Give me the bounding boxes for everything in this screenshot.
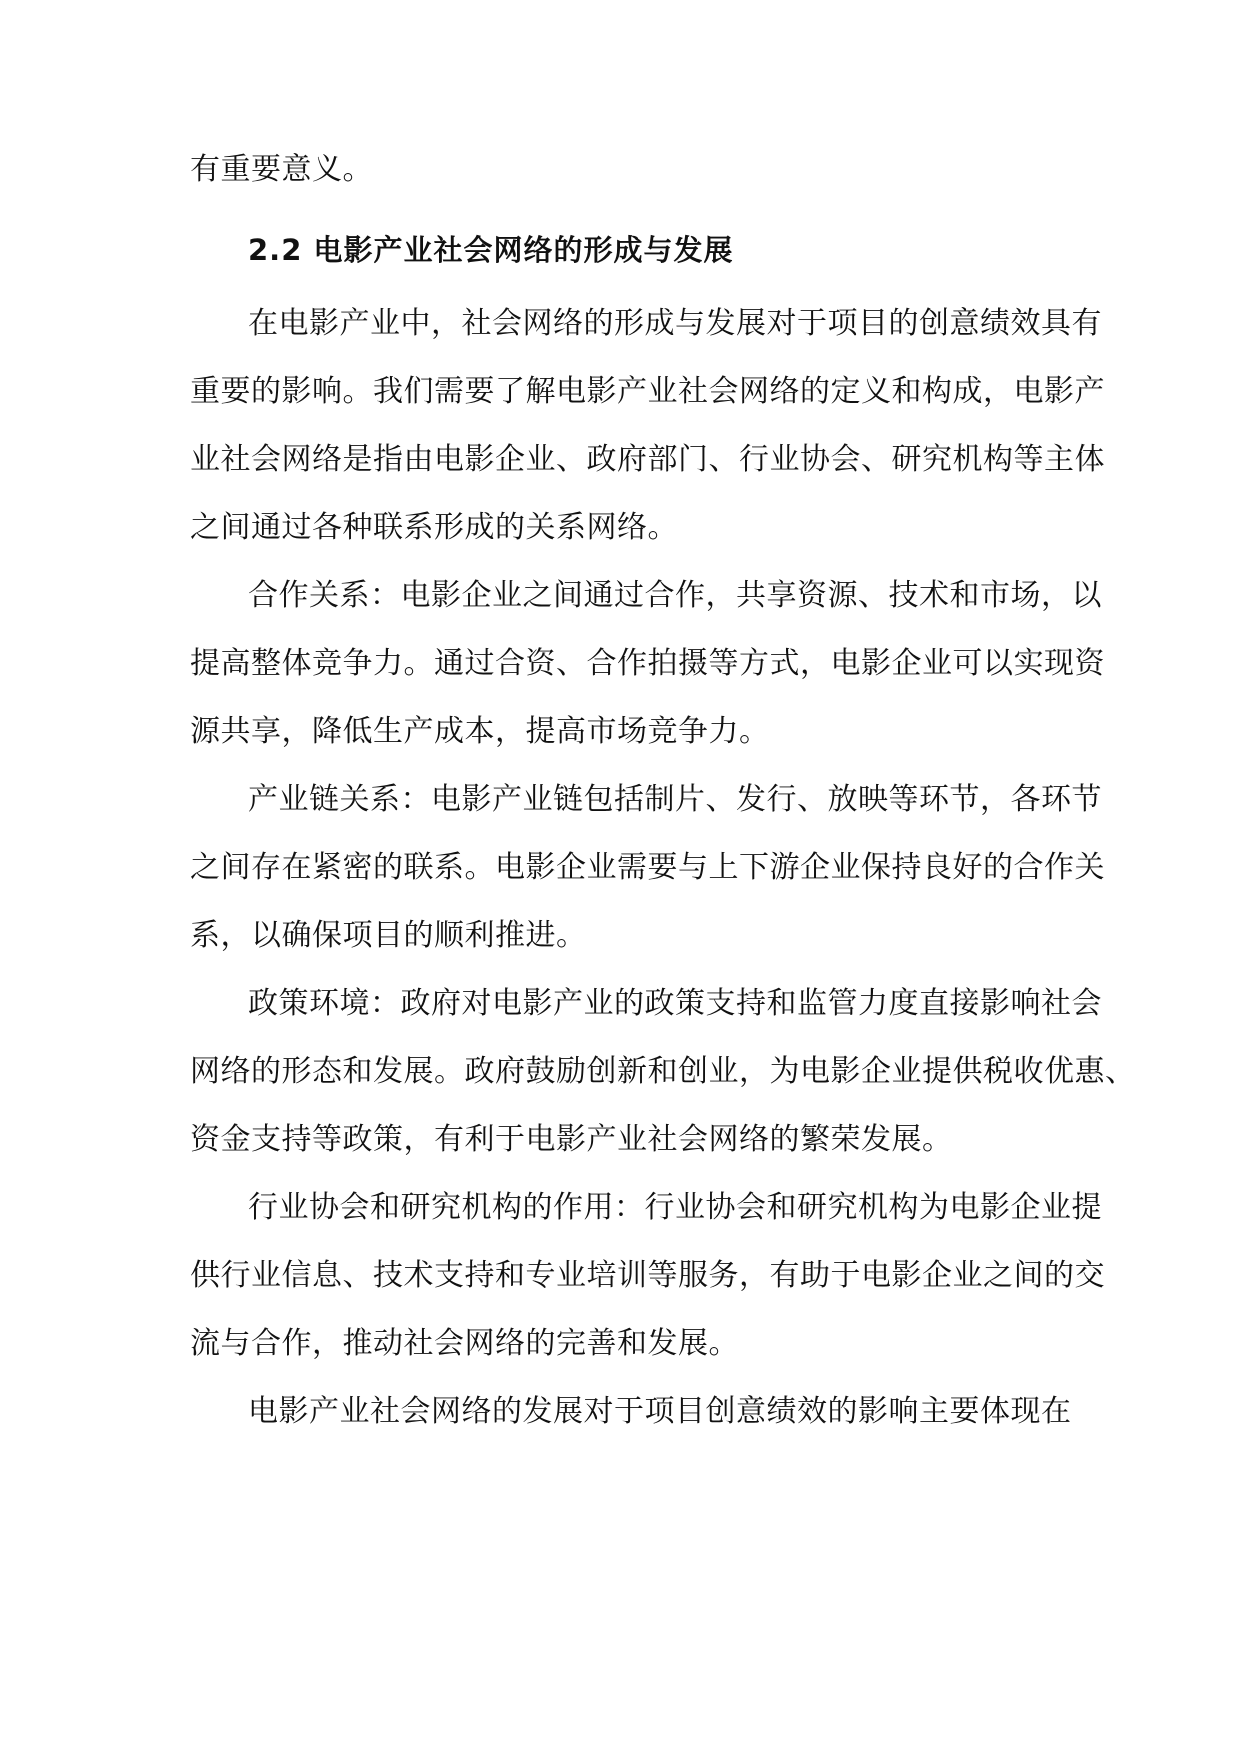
paragraph-first-line: 政策环境：政府对电影产业的政策支持和监管力度直接影响社会 (248, 986, 1102, 1021)
paragraph-first-line: 行业协会和研究机构的作用：行业协会和研究机构为电影企业提 (248, 1190, 1102, 1225)
body-text-line: 之间存在紧密的联系。电影企业需要与上下游企业保持良好的合作关 (190, 850, 1105, 885)
body-text-line: 提高整体竞争力。通过合资、合作拍摄等方式，电影企业可以实现资 (190, 646, 1105, 681)
body-text-line: 流与合作，推动社会网络的完善和发展。 (190, 1326, 739, 1361)
body-text-line: 资金支持等政策，有利于电影产业社会网络的繁荣发展。 (190, 1122, 953, 1157)
paragraph-first-line: 合作关系：电影企业之间通过合作，共享资源、技术和市场，以 (248, 578, 1102, 613)
body-text-line: 业社会网络是指由电影企业、政府部门、行业协会、研究机构等主体 (190, 442, 1105, 477)
body-text-line: 网络的形态和发展。政府鼓励创新和创业，为电影企业提供税收优惠、 (190, 1054, 1136, 1089)
body-text-line: 重要的影响。我们需要了解电影产业社会网络的定义和构成，电影产 (190, 374, 1105, 409)
body-text-line: 系，以确保项目的顺利推进。 (190, 918, 587, 953)
body-text-line: 之间通过各种联系形成的关系网络。 (190, 510, 678, 545)
body-text-line: 供行业信息、技术支持和专业培训等服务，有助于电影企业之间的交 (190, 1258, 1105, 1293)
paragraph-first-line: 在电影产业中，社会网络的形成与发展对于项目的创意绩效具有 (248, 306, 1102, 341)
paragraph-first-line: 电影产业社会网络的发展对于项目创意绩效的影响主要体现在 (248, 1394, 1072, 1429)
body-text-line: 源共享，降低生产成本，提高市场竞争力。 (190, 714, 770, 749)
section-heading: 2.2 电影产业社会网络的形成与发展 (248, 233, 734, 267)
body-text-line: 有重要意义。 (190, 152, 373, 187)
paragraph-first-line: 产业链关系：电影产业链包括制片、发行、放映等环节，各环节 (248, 782, 1102, 817)
